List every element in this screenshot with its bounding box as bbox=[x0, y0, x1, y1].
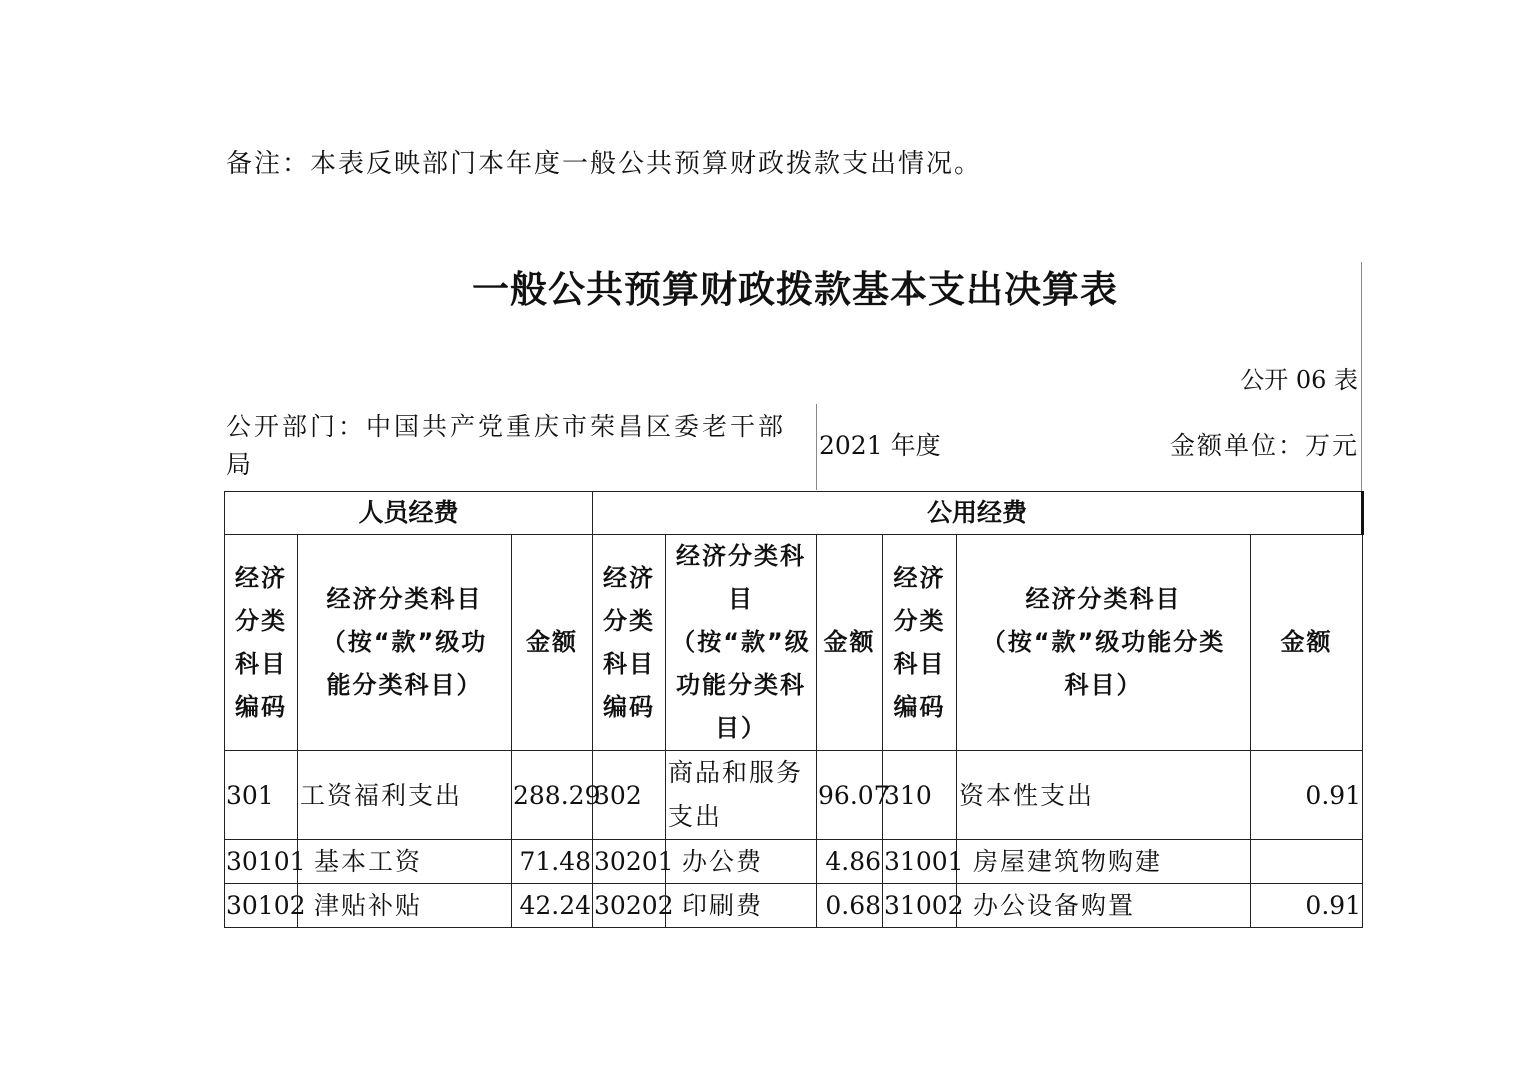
header-code-personnel: 经济分类科目编码 bbox=[225, 535, 298, 751]
cell-amount: 0.91 bbox=[1251, 751, 1363, 840]
cell-name: 工资福利支出 bbox=[298, 751, 512, 840]
right-border-line bbox=[1361, 262, 1362, 492]
header-name-personnel: 经济分类科目（按“款”级功能分类科目） bbox=[298, 535, 512, 751]
table-number: 公开 06 表 bbox=[1240, 366, 1358, 394]
cell-name: 印刷费 bbox=[666, 884, 817, 928]
group-public: 公用经费 bbox=[593, 492, 1363, 535]
department-label: 公开部门：中国共产党重庆市荣昌区委老干部局 bbox=[226, 412, 787, 479]
budget-table bbox=[224, 491, 1364, 928]
header-amount-personnel: 金额 bbox=[512, 535, 593, 751]
cell-name: 商品和服务支出 bbox=[666, 751, 817, 840]
cell-code: 30101 bbox=[225, 840, 298, 884]
cell-code: 310 bbox=[883, 751, 957, 840]
cell-code: 302 bbox=[593, 751, 666, 840]
table-row bbox=[225, 884, 1363, 928]
group-header-row bbox=[225, 492, 1363, 535]
info-divider-line bbox=[816, 404, 817, 490]
group-personnel: 人员经费 bbox=[225, 492, 593, 535]
cell-amount: 0.91 bbox=[1251, 884, 1363, 928]
cell-name: 办公设备购置 bbox=[957, 884, 1251, 928]
cell-name: 房屋建筑物购建 bbox=[957, 840, 1251, 884]
cell-code: 31001 bbox=[883, 840, 957, 884]
table-row bbox=[225, 840, 1363, 884]
cell-amount: 96.07 bbox=[817, 751, 883, 840]
header-amount-public-goods: 金额 bbox=[817, 535, 883, 751]
cell-code: 30102 bbox=[225, 884, 298, 928]
cell-amount bbox=[1251, 840, 1363, 884]
cell-code: 301 bbox=[225, 751, 298, 840]
header-name-capital: 经济分类科目（按“款”级功能分类科目） bbox=[957, 535, 1251, 751]
column-header-row bbox=[225, 535, 1363, 751]
header-name-public-goods: 经济分类科目（按“款”级功能分类科目） bbox=[666, 535, 817, 751]
header-code-capital: 经济分类科目编码 bbox=[883, 535, 957, 751]
header-code-public-goods: 经济分类科目编码 bbox=[593, 535, 666, 751]
cell-amount: 42.24 bbox=[512, 884, 593, 928]
cell-code: 30201 bbox=[593, 840, 666, 884]
cell-code: 31002 bbox=[883, 884, 957, 928]
cell-name: 津贴补贴 bbox=[298, 884, 512, 928]
cell-name: 基本工资 bbox=[298, 840, 512, 884]
cell-name: 办公费 bbox=[666, 840, 817, 884]
table-row bbox=[225, 751, 1363, 840]
cell-amount: 71.48 bbox=[512, 840, 593, 884]
cell-code: 30202 bbox=[593, 884, 666, 928]
cell-amount: 288.29 bbox=[512, 751, 593, 840]
header-amount-capital: 金额 bbox=[1251, 535, 1363, 751]
cell-amount: 4.86 bbox=[817, 840, 883, 884]
fiscal-year: 2021 年度 bbox=[819, 431, 941, 460]
page-title: 一般公共预算财政拨款基本支出决算表 bbox=[472, 268, 1118, 311]
cell-name: 资本性支出 bbox=[957, 751, 1251, 840]
cell-amount: 0.68 bbox=[817, 884, 883, 928]
remark-note: 备注：本表反映部门本年度一般公共预算财政拨款支出情况。 bbox=[226, 149, 983, 179]
amount-unit: 金额单位：万元 bbox=[1169, 431, 1359, 460]
